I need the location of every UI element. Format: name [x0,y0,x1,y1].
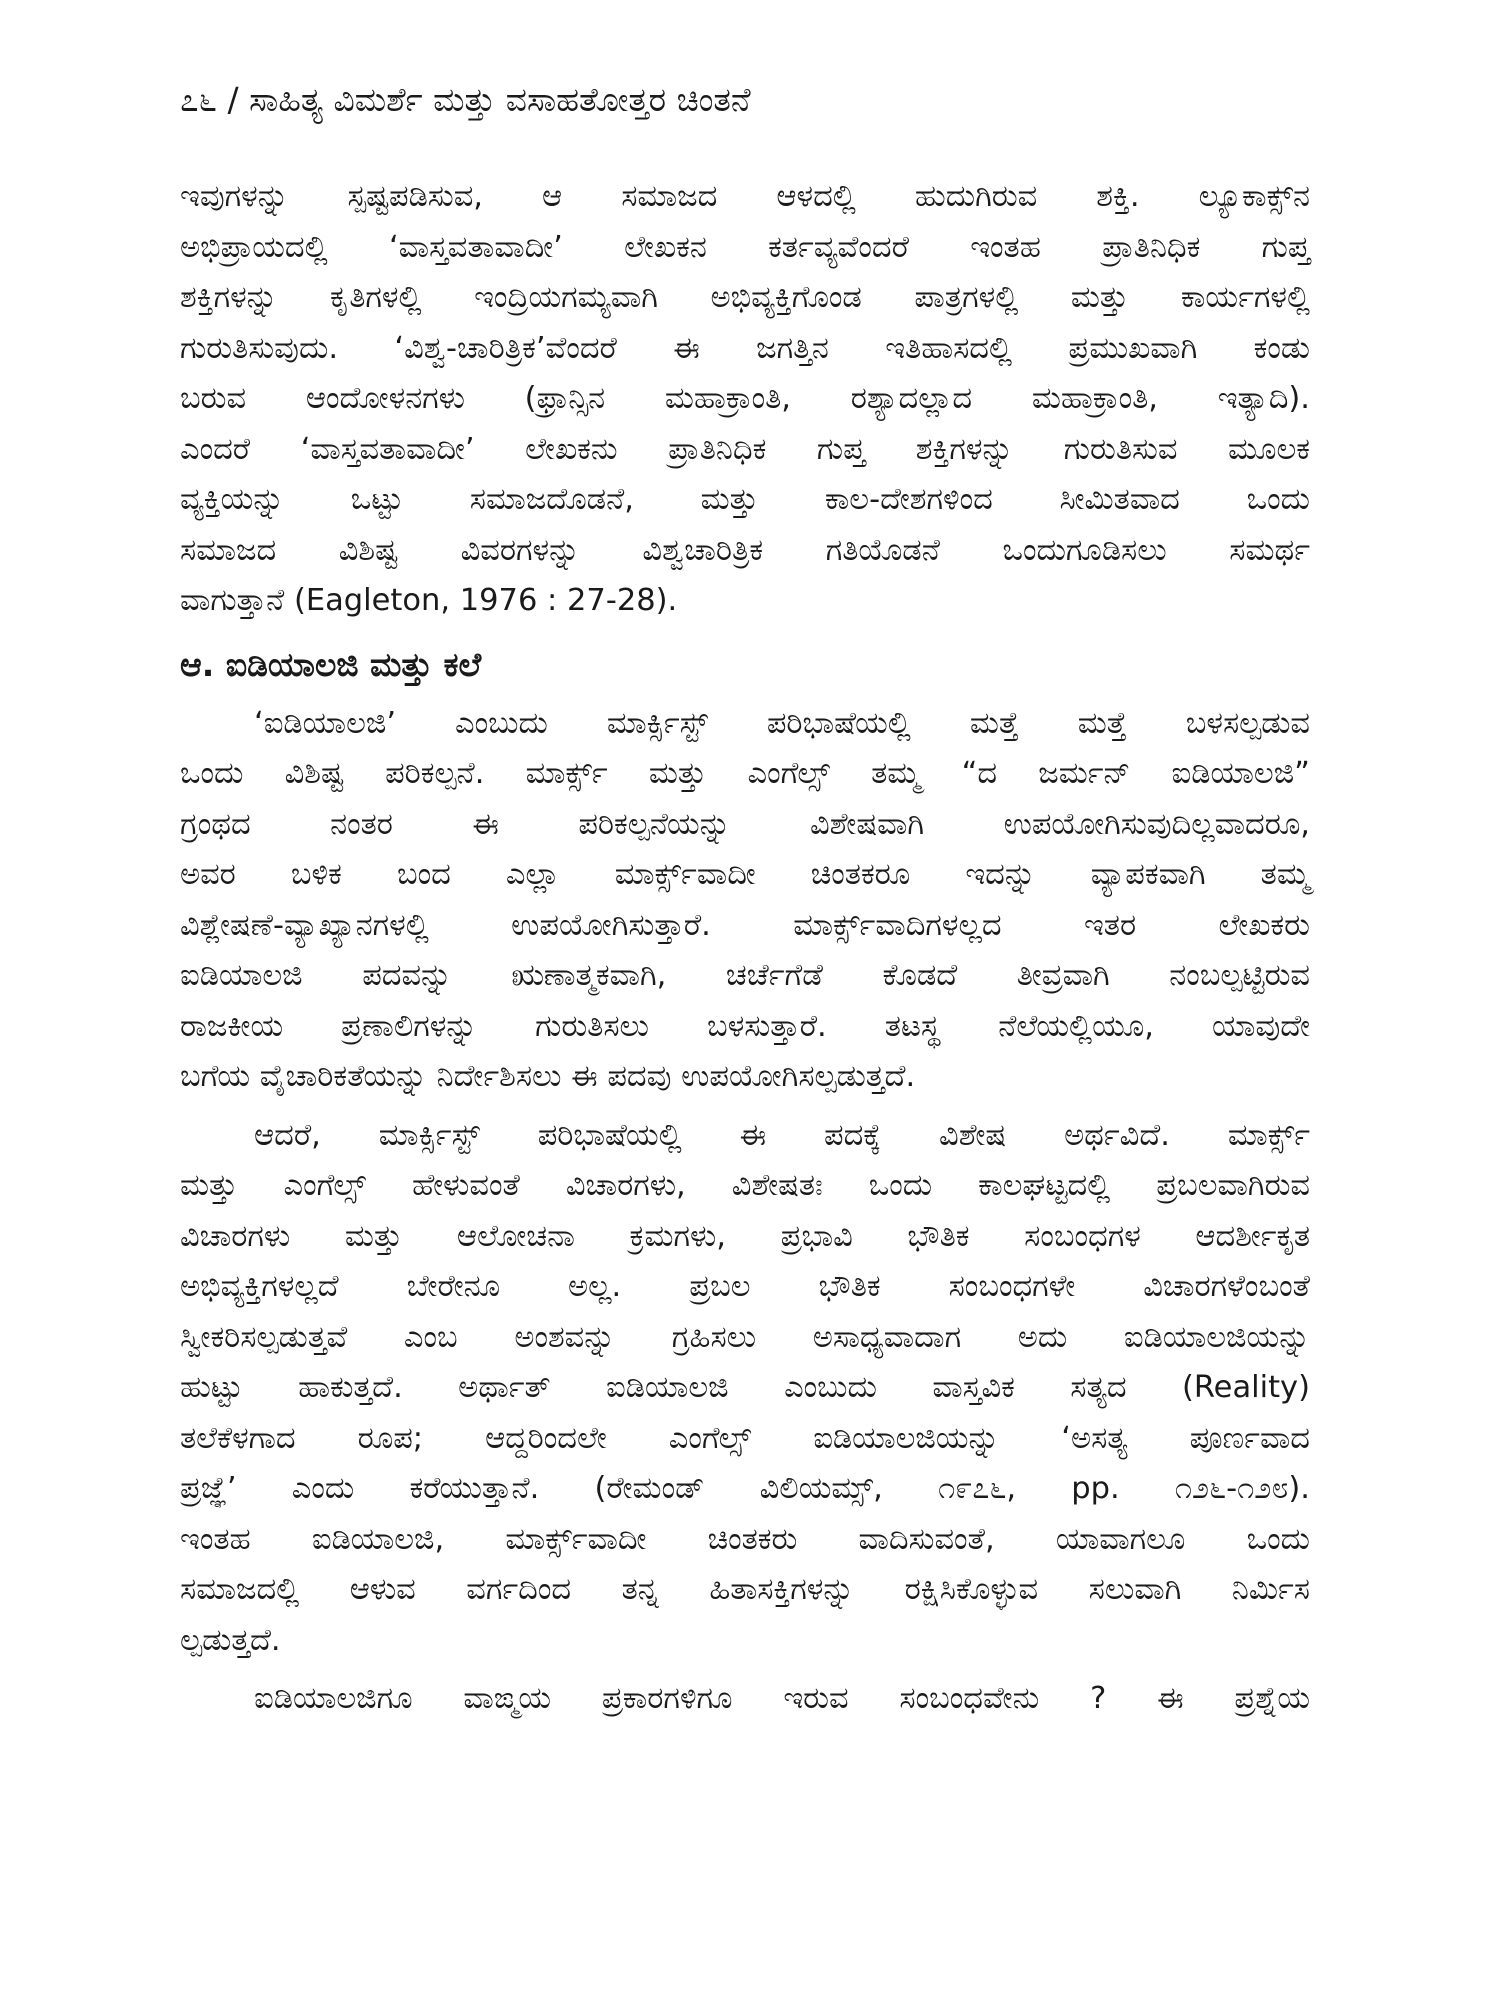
section-heading: ಆ. ಐಡಿಯಾಲಜಿ ಮತ್ತು ಕಲೆ [180,644,482,684]
paragraph-gap [180,1666,1310,1674]
text-line: ವಾಗುತ್ತಾನೆ (Eagleton, 1976 : 27-28). [180,583,678,618]
text-line: ತಲೆಕೆಳಗಾದ ರೂಪ; ಆದ್ದರಿಂದಲೇ ಎಂಗೆಲ್ಸ್ ಐಡಿಯಾಲಜಿಯನ್ನು ‘ಅಸತ್ಯ ಪೂರ್ಣವಾದ [180,1420,1310,1456]
text-line: ವಿಶ್ಲೇಷಣೆ-ವ್ಯಾಖ್ಯಾನಗಳಲ್ಲಿ ಉಪಯೋಗಿಸುತ್ತಾರೆ. ಮಾರ್ಕ್ಸ್‌ವಾದಿಗಳಲ್ಲದ ಇತರ ಲೇಖಕರು [180,907,1310,943]
paragraph-gap [180,1103,1310,1111]
text-line: ಬರುವ ಆಂದೋಳನಗಳು (ಫ್ರಾನ್ಸಿನ ಮಹಾಕ್ರಾಂತಿ, ರಶ್ಯಾದಲ್ಲಾದ ಮಹಾಕ್ರಾಂತಿ, ಇತ್ಯಾದಿ). [180,381,1310,416]
running-head [180,70,1330,130]
text-line: ಅವರ ಬಳಿಕ ಬಂದ ಎಲ್ಲಾ ಮಾರ್ಕ್ಸ್‌ವಾದೀ ಚಿಂತಕರೂ ಇದನ್ನು ವ್ಯಾಪಕವಾಗಿ ತಮ್ಮ [180,857,1310,892]
text-line: ಸ್ವೀಕರಿಸಲ್ಪಡುತ್ತವೆ ಎಂಬ ಅಂಶವನ್ನು ಗ್ರಹಿಸಲು ಅಸಾಧ್ಯವಾದಾಗ ಅದು ಐಡಿಯಾಲಜಿಯನ್ನು [180,1319,1310,1355]
text-line: ಲ್ಪಡುತ್ತದೆ. [180,1622,281,1658]
text-line: ಗ್ರಂಥದ ನಂತರ ಈ ಪರಿಕಲ್ಪನೆಯನ್ನು ವಿಶೇಷವಾಗಿ ಉಪಯೋಗಿಸುವುದಿಲ್ಲವಾದರೂ, [180,806,1310,842]
text-line: ಸಮಾಜದ ವಿಶಿಷ್ಟ ವಿವರಗಳನ್ನು ವಿಶ್ವಚಾರಿತ್ರಿಕ ಗತಿಯೊಡನೆ ಒಂದುಗೂಡಿಸಲು ಸಮರ್ಥ [180,532,1310,568]
paragraph-1 [180,172,1310,627]
text-line: ಎಂದರೆ ‘ವಾಸ್ತವತಾವಾದೀ’ ಲೇಖಕನು ಪ್ರಾತಿನಿಧಿಕ ಗುಪ್ತ ಶಕ್ತಿಗಳನ್ನು ಗುರುತಿಸುವ ಮೂಲಕ [180,431,1310,467]
text-line: ಇಂತಹ ಐಡಿಯಾಲಜಿ, ಮಾರ್ಕ್ಸ್‌ವಾದೀ ಚಿಂತಕರು ವಾದಿಸುವಂತೆ, ಯಾವಾಗಲೂ ಒಂದು [180,1521,1310,1557]
paragraph-2 [180,699,1310,1103]
text-line: ಗುರುತಿಸುವುದು. ‘ವಿಶ್ವ-ಚಾರಿತ್ರಿಕ’ವೆಂದರೆ ಈ ಜಗತ್ತಿನ ಇತಿಹಾಸದಲ್ಲಿ ಪ್ರಮುಖವಾಗಿ ಕಂಡು [180,330,1310,366]
running-head-title: ಸಾಹಿತ್ಯ ವಿಮರ್ಶೆ ಮತ್ತು ವಸಾಹತೋತ್ತರ ಚಿಂತನೆ [249,80,751,119]
text-line: ಅಭಿಪ್ರಾಯದಲ್ಲಿ ‘ವಾಸ್ತವತಾವಾದೀ’ ಲೇಖಕನ ಕರ್ತವ್ಯವೆಂದರೆ ಇಂತಹ ಪ್ರಾತಿನಿಧಿಕ ಗುಪ್ತ [180,229,1310,265]
text-line: ವಿಚಾರಗಳು ಮತ್ತು ಆಲೋಚನಾ ಕ್ರಮಗಳು, ಪ್ರಭಾವಿ ಭೌತಿಕ ಸಂಬಂಧಗಳ ಆದರ್ಶೀಕೃತ [180,1218,1310,1254]
text-line: ಐಡಿಯಾಲಜಿಗೂ ವಾಙ್ಮಯ ಪ್ರಕಾರಗಳಿಗೂ ಇರುವ ಸಂಬಂಧವೇನು ? ಈ ಪ್ರಶ್ನೆಯ [254,1681,1310,1716]
text-line: ಸಮಾಜದಲ್ಲಿ ಆಳುವ ವರ್ಗದಿಂದ ತನ್ನ ಹಿತಾಸಕ್ತಿಗಳನ್ನು ರಕ್ಷಿಸಿಕೊಳ್ಳುವ ಸಲುವಾಗಿ ನಿರ್ಮಿಸ [180,1572,1310,1607]
text-line: ಮತ್ತು ಎಂಗೆಲ್ಸ್ ಹೇಳುವಂತೆ ವಿಚಾರಗಳು, ವಿಶೇಷತಃ ಒಂದು ಕಾಲಘಟ್ಟದಲ್ಲಿ ಪ್ರಬಲವಾಗಿರುವ [180,1168,1310,1203]
text-line: ಅಭಿವ್ಯಕ್ತಿಗಳಲ್ಲದೆ ಬೇರೇನೂ ಅಲ್ಲ. ಪ್ರಬಲ ಭೌತಿಕ ಸಂಬಂಧಗಳೇ ವಿಚಾರಗಳೆಂಬಂತೆ [180,1269,1310,1304]
running-head-separator: / [227,80,239,119]
text-line: ಐಡಿಯಾಲಜಿ ಪದವನ್ನು ಋಣಾತ್ಮಕವಾಗಿ, ಚರ್ಚೆಗೆಡೆ ಕೊಡದೆ ತೀವ್ರವಾಗಿ ನಂಬಲ್ಪಟ್ಟಿರುವ [180,958,1310,993]
text-line: ವ್ಯಕ್ತಿಯನ್ನು ಒಟ್ಟು ಸಮಾಜದೊಡನೆ, ಮತ್ತು ಕಾಲ-ದೇಶಗಳಿಂದ ಸೀಮಿತವಾದ ಒಂದು [180,482,1310,517]
paragraph-3 [180,1111,1310,1667]
text-line: ರಾಜಕೀಯ ಪ್ರಣಾಲಿಗಳನ್ನು ಗುರುತಿಸಲು ಬಳಸುತ್ತಾರೆ. ತಟಸ್ಥ ನೆಲೆಯಲ್ಲಿಯೂ, ಯಾವುದೇ [180,1008,1310,1044]
page-number: ೭೬ [180,80,217,119]
text-line: ಒಂದು ವಿಶಿಷ್ಟ ಪರಿಕಲ್ಪನೆ. ಮಾರ್ಕ್ಸ್ ಮತ್ತು ಎಂಗೆಲ್ಸ್ ತಮ್ಮ “ದ ಜರ್ಮನ್ ಐಡಿಯಾಲಜಿ” [180,756,1310,791]
text-line: ಆದರೆ, ಮಾರ್ಕ್ಸಿಸ್ಟ್ ಪರಿಭಾಷೆಯಲ್ಲಿ ಈ ಪದಕ್ಕೆ ವಿಶೇಷ ಅರ್ಥವಿದೆ. ಮಾರ್ಕ್ಸ್ [254,1117,1310,1153]
text-line: ಶಕ್ತಿಗಳನ್ನು ಕೃತಿಗಳಲ್ಲಿ ಇಂದ್ರಿಯಗಮ್ಯವಾಗಿ ಅಭಿವ್ಯಕ್ತಿಗೊಂಡ ಪಾತ್ರಗಳಲ್ಲಿ ಮತ್ತು ಕಾರ್ಯಗಳಲ್ಲಿ [180,280,1310,315]
body-text [180,172,1310,1725]
text-line: ಇವುಗಳನ್ನು ಸ್ಪಷ್ಟಪಡಿಸುವ, ಆ ಸಮಾಜದ ಆಳದಲ್ಲಿ ಹುದುಗಿರುವ ಶಕ್ತಿ. ಲ್ಯೂಕಾಕ್ಸ್‌ನ [180,179,1310,214]
text-line: ಪ್ರಜ್ಞೆ’ ಎಂದು ಕರೆಯುತ್ತಾನೆ. (ರೇಮಂಡ್ ವಿಲಿಯಮ್ಸ್, ೧೯೭೬, pp. ೧೨೬-೧೨೮). [180,1471,1310,1506]
paragraph-4 [180,1674,1310,1725]
text-line: ಬಗೆಯ ವೈಚಾರಿಕತೆಯನ್ನು ನಿರ್ದೇಶಿಸಲು ಈ ಪದವು ಉಪಯೋಗಿಸಲ್ಪಡುತ್ತದೆ. [180,1059,916,1094]
text-line: ಹುಟ್ಟು ಹಾಕುತ್ತದೆ. ಅರ್ಥಾತ್ ಐಡಿಯಾಲಜಿ ಎಂಬುದು ವಾಸ್ತವಿಕ ಸತ್ಯದ (Reality) [180,1370,1310,1405]
text-line: ‘ಐಡಿಯಾಲಜಿ’ ಎಂಬುದು ಮಾರ್ಕ್ಸಿಸ್ಟ್ ಪರಿಭಾಷೆಯಲ್ಲಿ ಮತ್ತೆ ಮತ್ತೆ ಬಳಸಲ್ಪಡುವ [254,705,1310,741]
